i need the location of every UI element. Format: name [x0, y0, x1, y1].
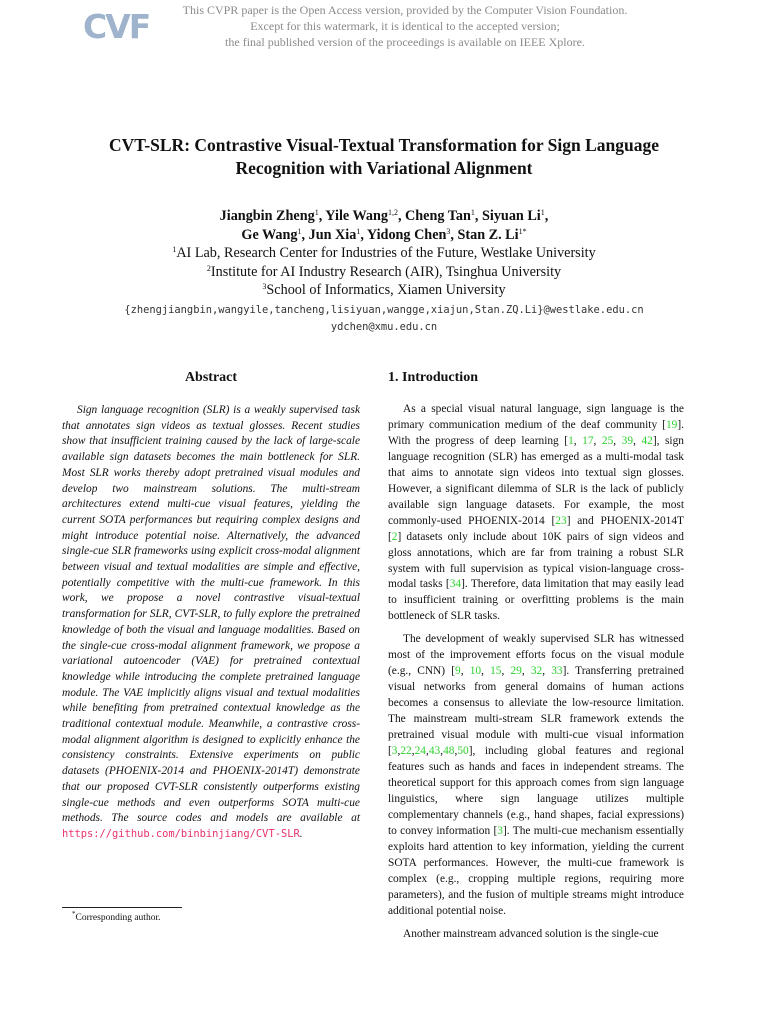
intro-paragraph — [388, 632, 684, 919]
code-repository-link[interactable]: https://github.com/binbinjiang/CVT-SLR — [62, 827, 300, 840]
citation-link[interactable]: 39 — [621, 434, 634, 447]
paragraph-text: , — [542, 665, 552, 678]
paragraph-text: , — [440, 745, 444, 758]
citation-link[interactable]: 3 — [391, 745, 398, 758]
author-name: Yidong Chen — [366, 227, 447, 243]
affiliation-text: AI Lab, Research Center for Industries of the Future, Westlake University — [176, 245, 596, 261]
affiliation — [80, 281, 688, 300]
paragraph-text: ] and PHOENIX-2014T [ — [388, 514, 684, 543]
author-name: Jun Xia — [308, 227, 357, 243]
author-separator: , — [360, 227, 367, 243]
author-separator: , — [544, 208, 549, 224]
author-separator: , — [301, 227, 309, 243]
author-affiliation-mark: 1,2 — [387, 208, 398, 217]
title-line-1: CVT-SLR: Contrastive Visual-Textual Transformation for Sign Language — [108, 135, 660, 155]
email-block — [60, 302, 708, 336]
abstract-heading: Abstract — [184, 370, 238, 385]
paragraph-text: The development of weakly supervised SLR has witnessed most of the improvement efforts focus on the visual module (e.g., CNN) [ — [388, 633, 684, 678]
author-name: Ge Wang — [241, 227, 298, 243]
paragraph-text: , — [521, 665, 531, 678]
paragraph-text: ], including global features and regional features such as hands and faces in independent streams. The theoretical support for this approach comes from sign language linguistics, where sign language utilizes multiple complementary channels (e.g., hand shapes, facial expressions) to convey information [ — [388, 745, 684, 837]
author-line-1 — [80, 207, 688, 226]
citation-link[interactable]: 19 — [665, 418, 678, 431]
author-name: Stan Z. Li — [457, 227, 519, 243]
author-name: Siyuan Li — [482, 208, 541, 224]
author-affiliation-mark: 1 — [314, 208, 319, 217]
citation-link[interactable]: 3 — [497, 824, 503, 837]
citation-link[interactable]: 34 — [449, 578, 462, 591]
citation-link[interactable]: 15 — [490, 665, 502, 678]
paragraph-text: , — [397, 745, 401, 758]
author-affiliation-mark: 1 — [297, 227, 302, 236]
citation-link[interactable]: 48 — [443, 745, 455, 758]
citation-link[interactable]: 17 — [582, 434, 594, 447]
author-list — [80, 207, 688, 245]
paragraph-text: ], sign language recognition (SLR) has emerged as a multi-modal task that aims to annotate sign videos into textual sign glosses. However, a significant dilemma of SLR is the lack of publicly available sign language datasets. For example, the most commonly-used PHOENIX-2014 [ — [388, 434, 684, 527]
paper-title — [40, 134, 728, 180]
author-separator: , — [474, 208, 482, 224]
footnote-text: Corresponding author. — [75, 913, 161, 924]
intro-paragraph — [388, 927, 684, 943]
citation-link[interactable]: 43 — [428, 745, 441, 758]
introduction-heading: 1. Introduction — [388, 370, 478, 385]
paragraph-text: , — [501, 665, 511, 678]
email-line-1[interactable]: {zhengjiangbin,wangyile,tancheng,lisiyuan,wangge,xiajun,Stan.ZQ.Li}@westlake.edu.cn — [124, 304, 644, 316]
citation-link[interactable]: 24 — [414, 745, 426, 758]
citation-link[interactable]: 22 — [400, 745, 412, 758]
author-affiliation-mark: 1 — [356, 227, 361, 236]
email-line-2[interactable]: ydchen@xmu.edu.cn — [330, 321, 438, 333]
paragraph-text: , — [426, 745, 429, 758]
citation-link[interactable]: 2 — [391, 530, 398, 543]
author-name: Yile Wang — [325, 208, 388, 224]
citation-link[interactable]: 32 — [530, 665, 543, 678]
affiliation — [80, 263, 688, 282]
watermark-line-2: Except for this watermark, it is identical to the accepted version; — [250, 19, 560, 33]
citation-link[interactable]: 10 — [469, 665, 482, 678]
paragraph-text: , — [481, 665, 491, 678]
footnote-mark: * — [72, 910, 76, 918]
citation-link[interactable]: 33 — [551, 665, 563, 678]
citation-link[interactable]: 29 — [510, 665, 522, 678]
paragraph-text: ] datasets only include about 10K pairs of sign videos and gloss annotations, which are far from training a robust SLR system with full supervision as typical vision-language cross-modal tasks [ — [388, 530, 684, 591]
affiliation-mark: 1 — [172, 245, 177, 254]
author-name: Jiangbin Zheng — [219, 208, 315, 224]
paragraph-text: ]. Therefore, data limitation that may easily lead to insufficient training or overfitting problems is the main bottleneck of SLR tasks. — [388, 578, 684, 623]
watermark-line-3: the final published version of the proceedings is available on IEEE Xplore. — [225, 35, 585, 49]
citation-link[interactable]: 23 — [555, 514, 567, 527]
paragraph-text: , — [454, 745, 458, 758]
intro-paragraph — [388, 402, 684, 625]
abstract-body: Sign language recognition (SLR) is a weakly supervised task that annotates sign videos as textual glosses. Recent studies show that insufficient training caused by the lack of large-scale available sign datasets becomes the main bottleneck for SLR. Most SLR works thereby adopt pretrained visual modules and develop two mainstream solutions. The multi-stream architectures extend multi-cue visual features, yielding the current SOTA performances but requiring complex designs and might introduce potential noise. Alternatively, the advanced single-cue SLR frameworks using explicit cross-modal alignment between visual and textual modalities are simple and effective, potentially competitive with the multi-cue framework. In this work, we propose a novel contrastive visual-textual transformation for SLR, CVT-SLR, to fully explore the pretrained knowledge of both the visual and language modalities. Based on the single-cue cross-modal alignment framework, we propose a variational autoencoder (VAE) for pretrained contextual knowledge while introducing the complete pretrained language module. The VAE implicitly aligns visual and textual modalities while benefiting from pretrained contextual knowledge as the traditional contextual module. Meanwhile, a contrastive cross-modal alignment algorithm is designed to explicitly enhance the consistency constraints. Extensive experiments on public datasets (PHOENIX-2014 and PHOENIX-2014T) demonstrate that our proposed CVT-SLR consistently outperforms existing single-cue methods and even outperforms SOTA multi-cue methods. The source codes and models are available at — [62, 404, 360, 825]
affiliation-text: School of Informatics, Xiamen University — [266, 282, 506, 298]
corresponding-author-footnote — [72, 910, 160, 923]
paragraph-text: ]. With the progress of deep learning [ — [388, 418, 684, 447]
introduction-body — [388, 402, 684, 949]
title-line-2: Recognition with Variational Alignment — [235, 158, 533, 178]
open-access-watermark — [170, 2, 640, 50]
author-line-2 — [80, 226, 688, 245]
affiliation-list — [80, 244, 688, 300]
paragraph-text: , — [633, 434, 642, 447]
affiliation-mark: 3 — [262, 282, 267, 291]
paragraph-text: As a special visual natural language, sign language is the primary communication medium of the deaf community [ — [388, 403, 684, 431]
paragraph-text: , — [573, 434, 583, 447]
author-affiliation-mark: 1 — [540, 208, 545, 217]
paragraph-text: , — [411, 745, 415, 758]
author-affiliation-mark: 1* — [518, 227, 527, 236]
citation-link[interactable]: 42 — [641, 434, 653, 447]
paragraph-text: Another mainstream advanced solution is the single-cue — [403, 927, 659, 940]
citation-link[interactable]: 9 — [455, 665, 461, 678]
author-name: Cheng Tan — [405, 208, 471, 224]
author-separator: , — [318, 208, 326, 224]
paragraph-text: , — [613, 434, 622, 447]
citation-link[interactable]: 50 — [457, 745, 469, 758]
author-separator: , — [397, 208, 406, 224]
paragraph-text: , — [593, 434, 602, 447]
author-affiliation-mark: 3 — [446, 227, 451, 236]
paragraph-text: ]. The multi-cue mechanism essentially exploits hard attention to key information, yielding the current SOTA performances. However, the multi-cue framework is complex (e.g., cropping multiple regions, requiring more parameters), and the fusion of multiple streams might introduce additional potential noise. — [388, 824, 684, 917]
affiliation — [80, 244, 688, 263]
abstract-link-suffix: . — [299, 827, 303, 840]
affiliation-mark: 2 — [206, 263, 211, 273]
affiliation-text: Institute for AI Industry Research (AIR), Tsinghua University — [210, 263, 562, 280]
cvf-logo — [83, 6, 150, 46]
author-separator: , — [450, 227, 458, 243]
paragraph-text: ]. Transferring pretrained visual networks from general domains of human actions becomes a consensus to alleviate the low-resource limitation. The mainstream multi-stream SLR framework extends the pretrained visual module with multi-cue visual information [ — [388, 665, 684, 758]
paragraph-text: , — [460, 665, 470, 678]
author-affiliation-mark: 1 — [470, 208, 475, 217]
citation-link[interactable]: 1 — [568, 434, 574, 447]
footnote-rule — [62, 907, 182, 908]
watermark-line-1: This CVPR paper is the Open Access version, provided by the Computer Vision Foundation. — [182, 3, 628, 17]
cvf-logo-text: CVF — [83, 7, 150, 46]
citation-link[interactable]: 25 — [601, 434, 614, 447]
abstract-text — [62, 403, 360, 843]
